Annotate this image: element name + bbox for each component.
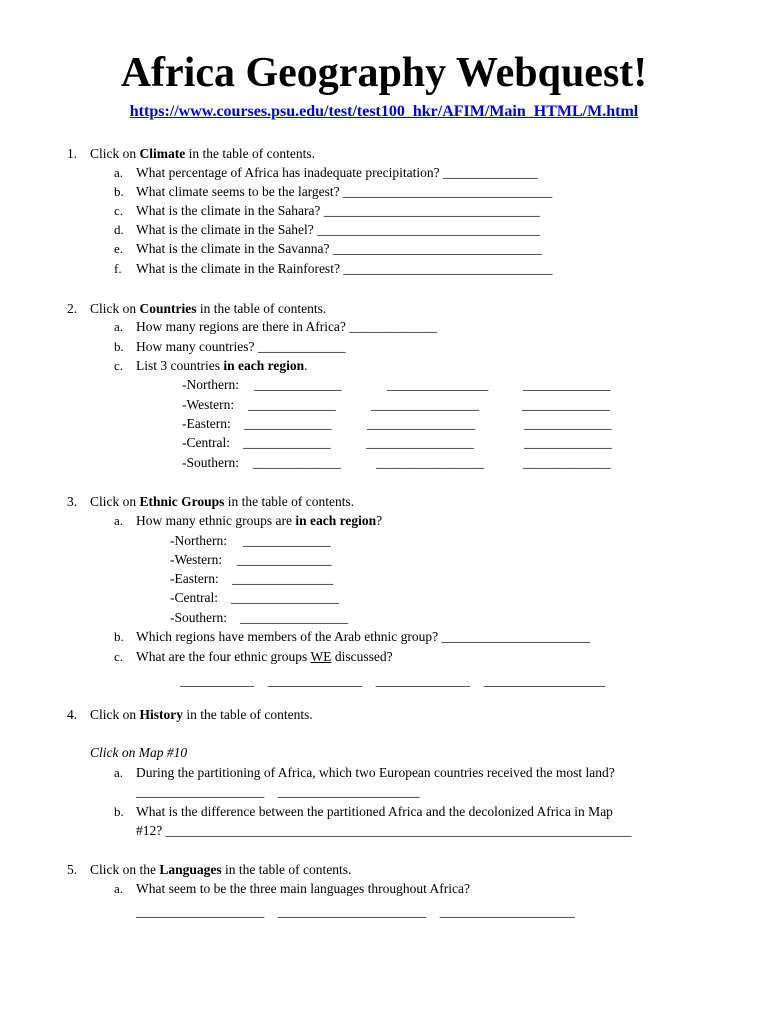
answer-blank: _____________ [523,377,611,392]
question-item: What is the climate in the Rainforest? _______________________________ [136,261,553,276]
answer-blanks-row: ___________________ _____________________ [136,784,420,799]
question-item: What percentage of Africa has inadequate precipitation? ______________ [136,165,538,180]
page-title: Africa Geography Webquest! [120,50,648,96]
item-letter: b. [114,804,124,819]
region-label: -Western: [170,552,223,567]
section-keyword: History [139,707,183,722]
item-letter: a. [114,165,124,180]
question-item: What is the difference between the partitioned Africa and the decolonized Africa in Map [136,804,613,819]
item-letter: c. [114,649,124,664]
answer-blank: _____________ [253,455,341,470]
question-number: 4. [67,707,78,722]
question-prompt: Click on History in the table of contents. [90,707,313,722]
item-letter: a. [114,319,124,334]
answer-blank: _____________ [243,435,331,450]
item-letter: b. [114,184,124,199]
question-prompt: Click on Countries in the table of contents. [90,301,327,316]
answer-blank: _____________ [244,416,332,431]
region-label: -Central: [170,590,218,605]
question-item: What is the climate in the Savanna? _______________________________ [136,241,543,256]
item-letter: b. [114,629,124,644]
region-label: -Eastern: [182,416,231,431]
item-letter: a. [114,765,124,780]
question-item: What is the climate in the Sahara? ________________________________ [136,203,540,218]
item-letter: b. [114,339,124,354]
question-number: 2. [67,301,78,316]
item-letter: c. [114,358,124,373]
answer-blank: ________________ [240,610,348,625]
question-prompt: Click on the Languages in the table of contents. [90,862,352,877]
answer-blank: ________________ [376,455,484,470]
map-note: Click on Map #10 [90,745,188,760]
answer-blank: _______________ [387,377,489,392]
question-item: What are the four ethnic groups WE discussed? [136,649,393,664]
question-prompt: Click on Ethnic Groups in the table of contents. [90,494,355,509]
question-item: List 3 countries in each region. [136,358,308,373]
question-item: How many ethnic groups are in each region? [136,513,383,528]
answer-blank: _____________ [523,455,611,470]
answer-blank: _____________ [254,377,342,392]
question-item: What is the climate in the Sahel? _________________________________ [136,222,540,237]
answer-blank: _____________ [524,416,612,431]
section-keyword: Countries [139,301,197,316]
question-number: 5. [67,862,78,877]
question-item: What seem to be the three main languages throughout Africa? [136,881,471,896]
section-keyword: Climate [139,146,186,161]
answer-blank: _____________ [248,397,336,412]
question-item: During the partitioning of Africa, which two European countries received the most land? [136,765,615,780]
question-item-continuation: #12? _____________________________________________________________________ [136,823,632,838]
answer-blank: ________________ [231,590,339,605]
item-letter: a. [114,881,124,896]
answer-blank: ________________ [371,397,479,412]
question-item: Which regions have members of the Arab ethnic group? ______________________ [136,629,591,644]
section-keyword: Ethnic Groups [139,494,225,509]
region-label: -Southern: [182,455,239,470]
answer-blanks-row: ___________ ______________ ______________ __________________ [180,673,606,688]
answer-blanks-row: ___________________ ______________________ ____________________ [136,904,575,919]
answer-blank: _____________ [524,435,612,450]
answer-blank: ______________ [237,552,332,567]
answer-blank: ________________ [366,435,474,450]
region-label: -Eastern: [170,571,219,586]
question-prompt: Click on Climate in the table of contents. [90,146,315,161]
section-keyword: Languages [159,862,222,877]
question-item: How many countries? _____________ [136,339,346,354]
item-letter: f. [114,261,122,276]
answer-blank: _____________ [522,397,610,412]
question-number: 1. [67,146,78,161]
question-number: 3. [67,494,78,509]
answer-blank: _______________ [232,571,334,586]
question-item: How many regions are there in Africa? _____________ [136,319,438,334]
item-letter: a. [114,513,124,528]
question-item: What climate seems to be the largest? _______________________________ [136,184,553,199]
region-label: -Northern: [182,377,239,392]
answer-blank: ________________ [367,416,475,431]
region-label: -Southern: [170,610,227,625]
region-label: -Western: [182,397,235,412]
answer-blank: _____________ [243,533,331,548]
region-label: -Central: [182,435,230,450]
webquest-link[interactable]: https://www.courses.psu.edu/test/test100_hkr/AFIM/Main_HTML/M.html [129,103,639,120]
item-letter: c. [114,203,124,218]
item-letter: d. [114,222,124,237]
region-label: -Northern: [170,533,227,548]
item-letter: e. [114,241,124,256]
